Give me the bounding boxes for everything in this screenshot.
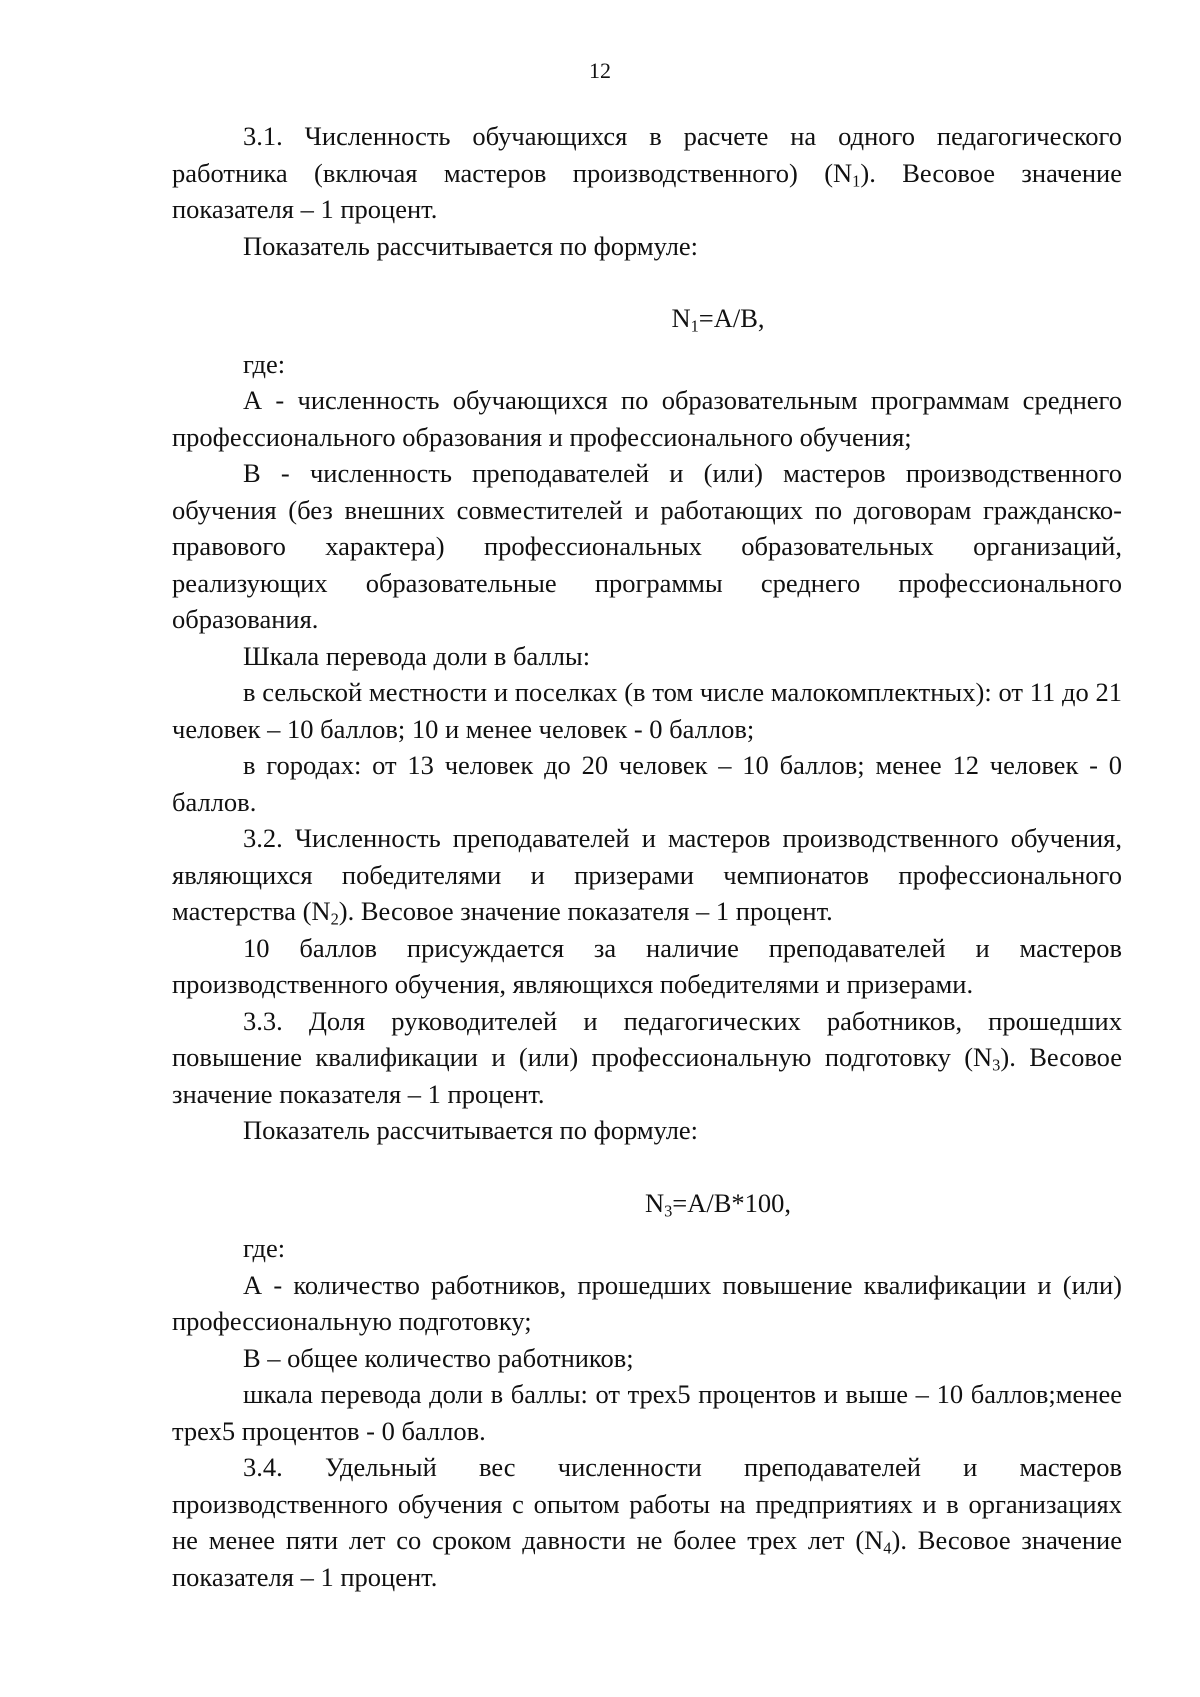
document-body xyxy=(172,118,1122,1595)
section-3-3: 3.3. Доля руководителей и педагогических работников, прошедших повышение квалификации и (или) профессиональную подготовку $(N_3)$. Весовое значение показателя – 1 процент. xyxy=(172,1005,1122,1109)
section-3-2: 3.2. Численность преподавателей и мастеров производственного обучения, являющихся победителями и призерами чемпионатов профессионального мастерства $(N_2)$. Весовое значение показателя – 1 процент. xyxy=(172,823,1122,929)
definition-a: А - численность обучающихся по образовательным программам среднего профессионального образования и профессионального обучения; xyxy=(172,385,1122,452)
formula-intro: Показатель рассчитывается по формуле: xyxy=(243,230,699,261)
formula-n3: $N_3=A/B*100$, xyxy=(644,1187,792,1221)
section-3-1: 3.1. Численность обучающихся в расчете на одного педагогического работника (включая мастеров производственного) $(N_1)$. Весовое значение показателя – 1 процент. xyxy=(172,121,1122,224)
page-number: 12 xyxy=(589,58,611,83)
scale-heading: Шкала перевода доли в баллы: xyxy=(243,640,591,671)
formula-intro: Показатель рассчитывается по формуле: xyxy=(243,1115,699,1145)
definition-a: А - количество работников, прошедших повышение квалификации и (или) профессиональную подготовку; xyxy=(172,1269,1122,1336)
definition-b: В - численность преподавателей и (или) мастеров производственного обучения (без внешних совместителей и работающих по договорам гражданско-правового характера) профессиональных образовательных организаций, реализующих образовательные программы среднего профессионального образования. xyxy=(172,458,1122,634)
where-label: где: xyxy=(243,348,286,379)
points-award: 10 баллов присуждается за наличие преподавателей и мастеров производственного обучения, являющихся победителями и призерами. xyxy=(172,932,1122,999)
where-label: где: xyxy=(243,1233,286,1263)
scale-rural: в сельской местности и поселках (в том числе малокомплектных): от 11 до 21 человек – 10 баллов; 10 и менее человек - 0 баллов; xyxy=(172,677,1122,744)
scale-cities: в городах: от 13 человек до 20 человек – 10 баллов; менее 12 человек - 0 баллов. xyxy=(172,750,1122,817)
formula-n1: $N_1=A/B$, xyxy=(671,303,765,336)
section-3-4: 3.4. Удельный вес численности преподавателей и мастеров производственного обучения с опытом работы на предприятиях и в организациях не менее пяти лет со сроком давности не более трех лет $(N_4)$. Весовое значение показателя – 1 процент. xyxy=(172,1452,1122,1592)
definition-b: В – общее количество работников; xyxy=(243,1342,634,1373)
scale-text: шкала перевода доли в баллы: от трех5 процентов и выше – 10 баллов;менее трех5 процентов - 0 баллов. xyxy=(172,1379,1122,1446)
